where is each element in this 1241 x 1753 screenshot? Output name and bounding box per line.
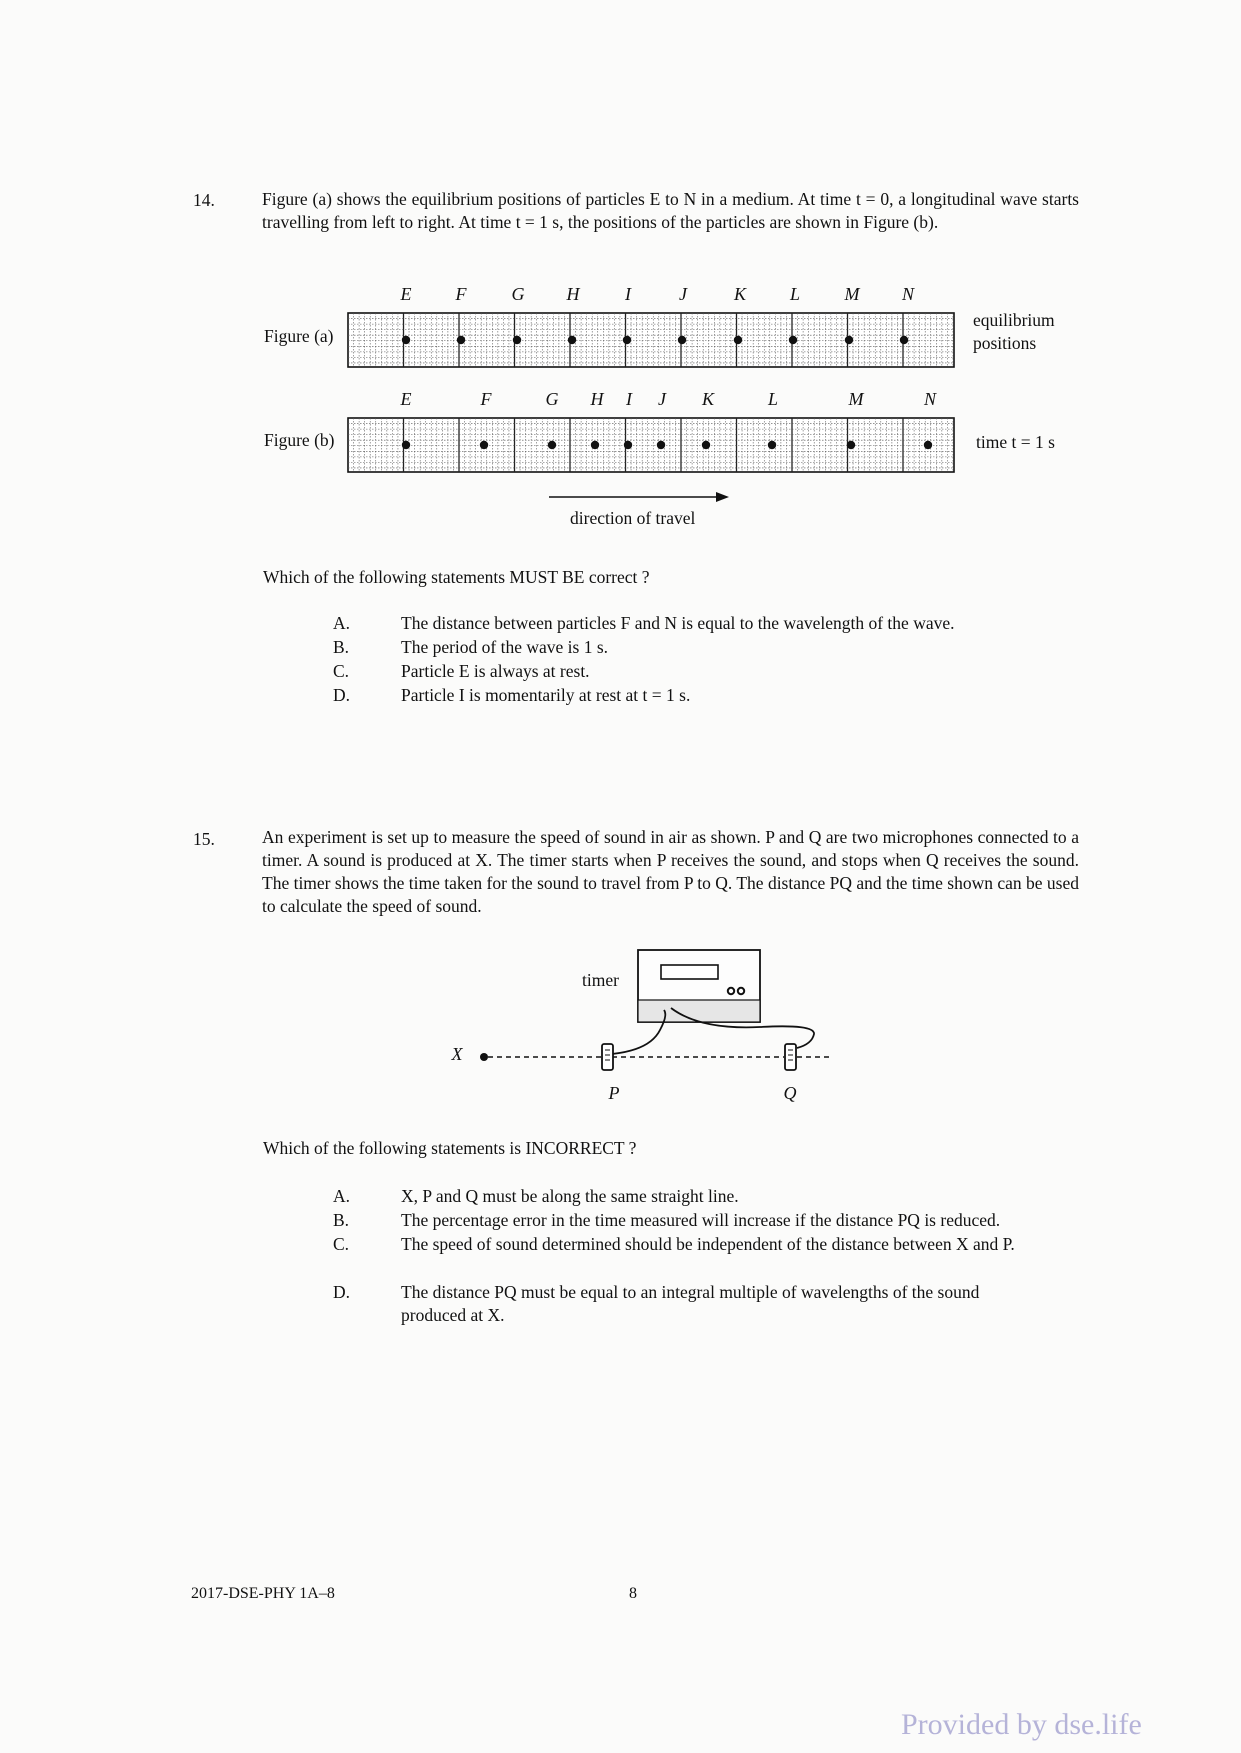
option-letter: C. (333, 661, 350, 681)
direction-arrow (549, 492, 729, 502)
particle-dot (789, 336, 797, 344)
question-14-stem: Which of the following statements MUST BE correct ? (263, 567, 650, 587)
particle-dot (657, 441, 665, 449)
particle-dot (847, 441, 855, 449)
particle-label-b: F (480, 389, 492, 409)
particle-dot (624, 441, 632, 449)
time-label: time t = 1 s (976, 432, 1055, 452)
grid-figure-a (348, 313, 954, 367)
question-15-stem: Which of the following statements is INCORRECT ? (263, 1138, 637, 1158)
particle-label-a: I (625, 284, 631, 304)
direction-of-travel-label: direction of travel (570, 508, 696, 528)
watermark-link[interactable]: Provided by dse.life (901, 1708, 1142, 1741)
option-letter: D. (333, 685, 351, 705)
wave-figures (0, 0, 1241, 560)
equilibrium-label-line1: equilibrium (973, 310, 1055, 330)
particle-label-a: M (844, 284, 860, 304)
particle-dot (548, 441, 556, 449)
grid-figure-b (348, 418, 954, 472)
particle-label-b: K (701, 389, 715, 409)
footer-paper-code: 2017-DSE-PHY 1A–8 (191, 1585, 335, 1602)
q-label: Q (783, 1083, 797, 1103)
equilibrium-label-line2: positions (973, 333, 1037, 353)
option-text: The period of the wave is 1 s. (401, 637, 609, 657)
particle-label-a: N (901, 284, 915, 304)
footer-page-number: 8 (629, 1585, 637, 1602)
particle-dot (402, 336, 410, 344)
timer-label: timer (582, 970, 619, 990)
question-15-intro: An experiment is set up to measure the speed of sound in air as shown. P and Q are two microphones connected to a timer. A sound is produced at X. The timer starts when P receives the sound, and stops when Q receives the sound. The timer shows the time taken for the sound to travel from P to Q. The distance PQ and the time shown can be used to calculate the speed of sound. (262, 827, 1079, 916)
particle-dot (457, 336, 465, 344)
timer-device (638, 950, 760, 1022)
particle-dot (678, 336, 686, 344)
particle-dot (591, 441, 599, 449)
particle-label-a: H (566, 284, 580, 304)
particle-label-b: N (923, 389, 937, 409)
particle-label-b: I (626, 389, 632, 409)
option-text: The distance PQ must be equal to an integral multiple of wavelengths of the sound produced at X. (401, 1282, 980, 1325)
particle-label-a: G (511, 284, 525, 304)
option-text: X, P and Q must be along the same straight line. (401, 1186, 739, 1206)
particle-dot (568, 336, 576, 344)
particle-dot (924, 441, 932, 449)
particle-dot (900, 336, 908, 344)
option-text: Particle I is momentarily at rest at t = 1 s. (401, 685, 691, 705)
figure-a-label: Figure (a) (264, 326, 334, 346)
particle-dot (734, 336, 742, 344)
option-text: Particle E is always at rest. (401, 661, 590, 681)
particle-dot (845, 336, 853, 344)
figure-b-label: Figure (b) (264, 430, 335, 450)
particle-label-a: E (400, 284, 412, 304)
particle-label-b: J (658, 389, 666, 409)
particle-label-a: J (679, 284, 687, 304)
option-text: The speed of sound determined should be independent of the distance between X and P. (401, 1234, 1015, 1254)
option-letter: D. (333, 1282, 351, 1302)
particle-label-b: H (590, 389, 604, 409)
particle-label-a: L (789, 284, 801, 304)
option-letter: B. (333, 637, 350, 657)
particle-label-a: F (455, 284, 467, 304)
particle-dot (513, 336, 521, 344)
option-letter: A. (333, 1186, 351, 1206)
option-letter: A. (333, 613, 351, 633)
option-letter: C. (333, 1234, 350, 1254)
particle-label-a: K (733, 284, 747, 304)
particle-dot (768, 441, 776, 449)
microphone-p (602, 1044, 613, 1070)
sound-source-x (480, 1053, 488, 1061)
particle-dot (402, 441, 410, 449)
particle-label-b: G (545, 389, 559, 409)
particle-dot (480, 441, 488, 449)
particle-label-b: E (400, 389, 412, 409)
option-text: The percentage error in the time measured will increase if the distance PQ is reduced. (401, 1210, 1001, 1230)
question-14-number: 14. (193, 190, 215, 210)
question-15-number: 15. (193, 829, 215, 849)
particle-dot (623, 336, 631, 344)
option-letter: B. (333, 1210, 350, 1230)
question-14-intro: Figure (a) shows the equilibrium positions of particles E to N in a medium. At time t = 0, a longitudinal wave starts travelling from left to right. At time t = 1 s, the positions of the particles are shown in Figure (b). (262, 189, 1079, 232)
particle-label-b: L (767, 389, 779, 409)
option-text: The distance between particles F and N is equal to the wavelength of the wave. (401, 613, 955, 633)
particle-label-b: M (848, 389, 864, 409)
x-label: X (451, 1044, 463, 1064)
p-label: P (608, 1083, 620, 1103)
particle-dot (702, 441, 710, 449)
microphone-q (785, 1044, 796, 1070)
